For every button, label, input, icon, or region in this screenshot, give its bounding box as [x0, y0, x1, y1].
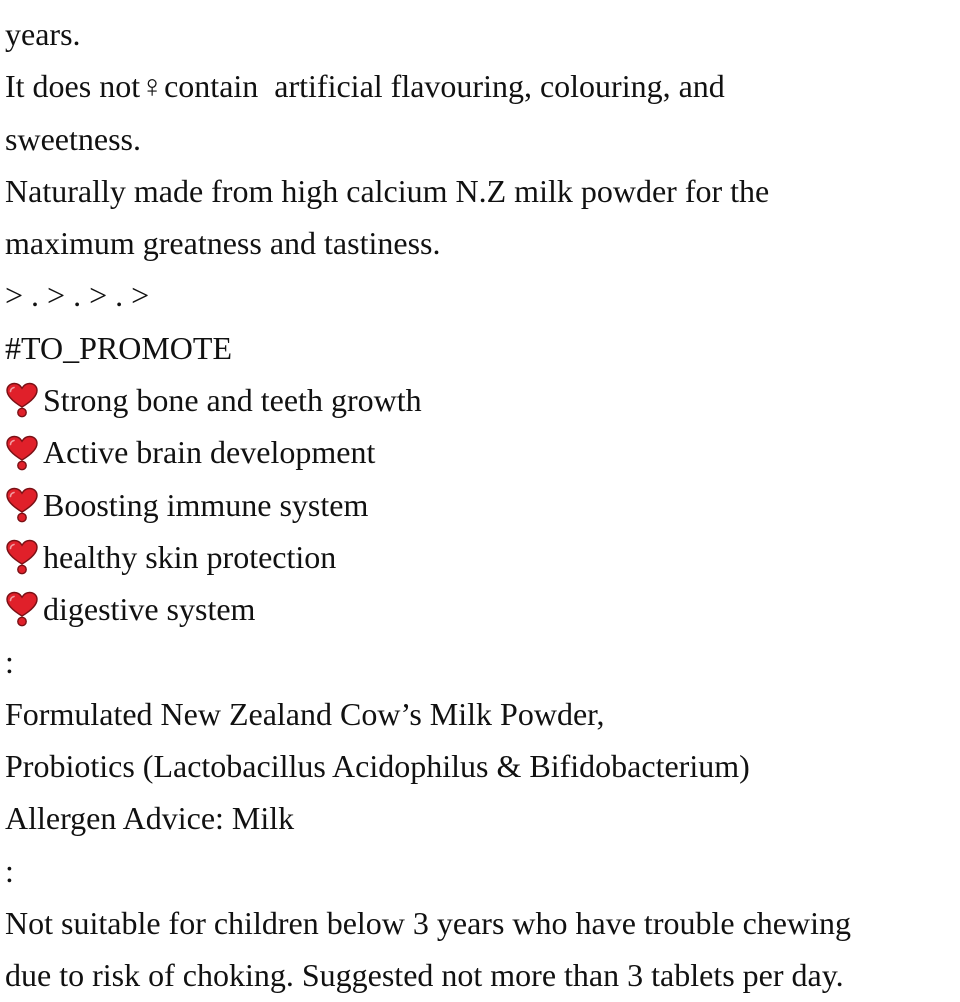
text-line: Formulated New Zealand Cow’s Milk Powder,	[5, 695, 605, 732]
heavy-heart-exclamation-icon	[5, 382, 39, 418]
promote-item-label: Boosting immune system	[43, 486, 369, 523]
promote-item-label: Active brain development	[43, 434, 376, 471]
promote-item-label: healthy skin protection	[43, 538, 337, 575]
text-line: years.	[5, 16, 81, 52]
promote-item	[5, 479, 955, 531]
promote-item	[5, 583, 955, 635]
text-line: sweetness.	[5, 120, 141, 157]
promote-item	[5, 426, 955, 478]
text-line: Naturally made from high calcium N.Z milk powder for the	[5, 172, 770, 209]
text-line: maximum greatness and tastiness.	[5, 225, 441, 262]
heavy-heart-exclamation-icon	[5, 435, 39, 471]
promote-item-label: digestive system	[43, 591, 256, 628]
separator-colon: :	[5, 643, 14, 680]
text-line: Allergen Advice: Milk	[5, 800, 295, 837]
text-line: due to risk of choking. Suggested not more than 3 tablets per day.	[5, 957, 844, 994]
separator-line: > . > . > . >	[5, 277, 150, 314]
heavy-heart-exclamation-icon	[5, 487, 39, 523]
hashtag-heading: #TO_PROMOTE	[5, 329, 232, 366]
promote-item	[5, 531, 955, 583]
heavy-heart-exclamation-icon	[5, 539, 39, 575]
heavy-heart-exclamation-icon	[5, 591, 39, 627]
text-line: Not suitable for children below 3 years who have trouble chewing	[5, 905, 851, 942]
text-line: It does not♀contain artificial flavouring, colouring, and	[5, 68, 725, 105]
separator-colon: :	[5, 852, 14, 889]
promote-item	[5, 374, 955, 426]
promote-item-label: Strong bone and teeth growth	[43, 382, 422, 419]
text-line: Probiotics (Lactobacillus Acidophilus & Bifidobacterium)	[5, 748, 750, 785]
document-text	[5, 8, 955, 1002]
